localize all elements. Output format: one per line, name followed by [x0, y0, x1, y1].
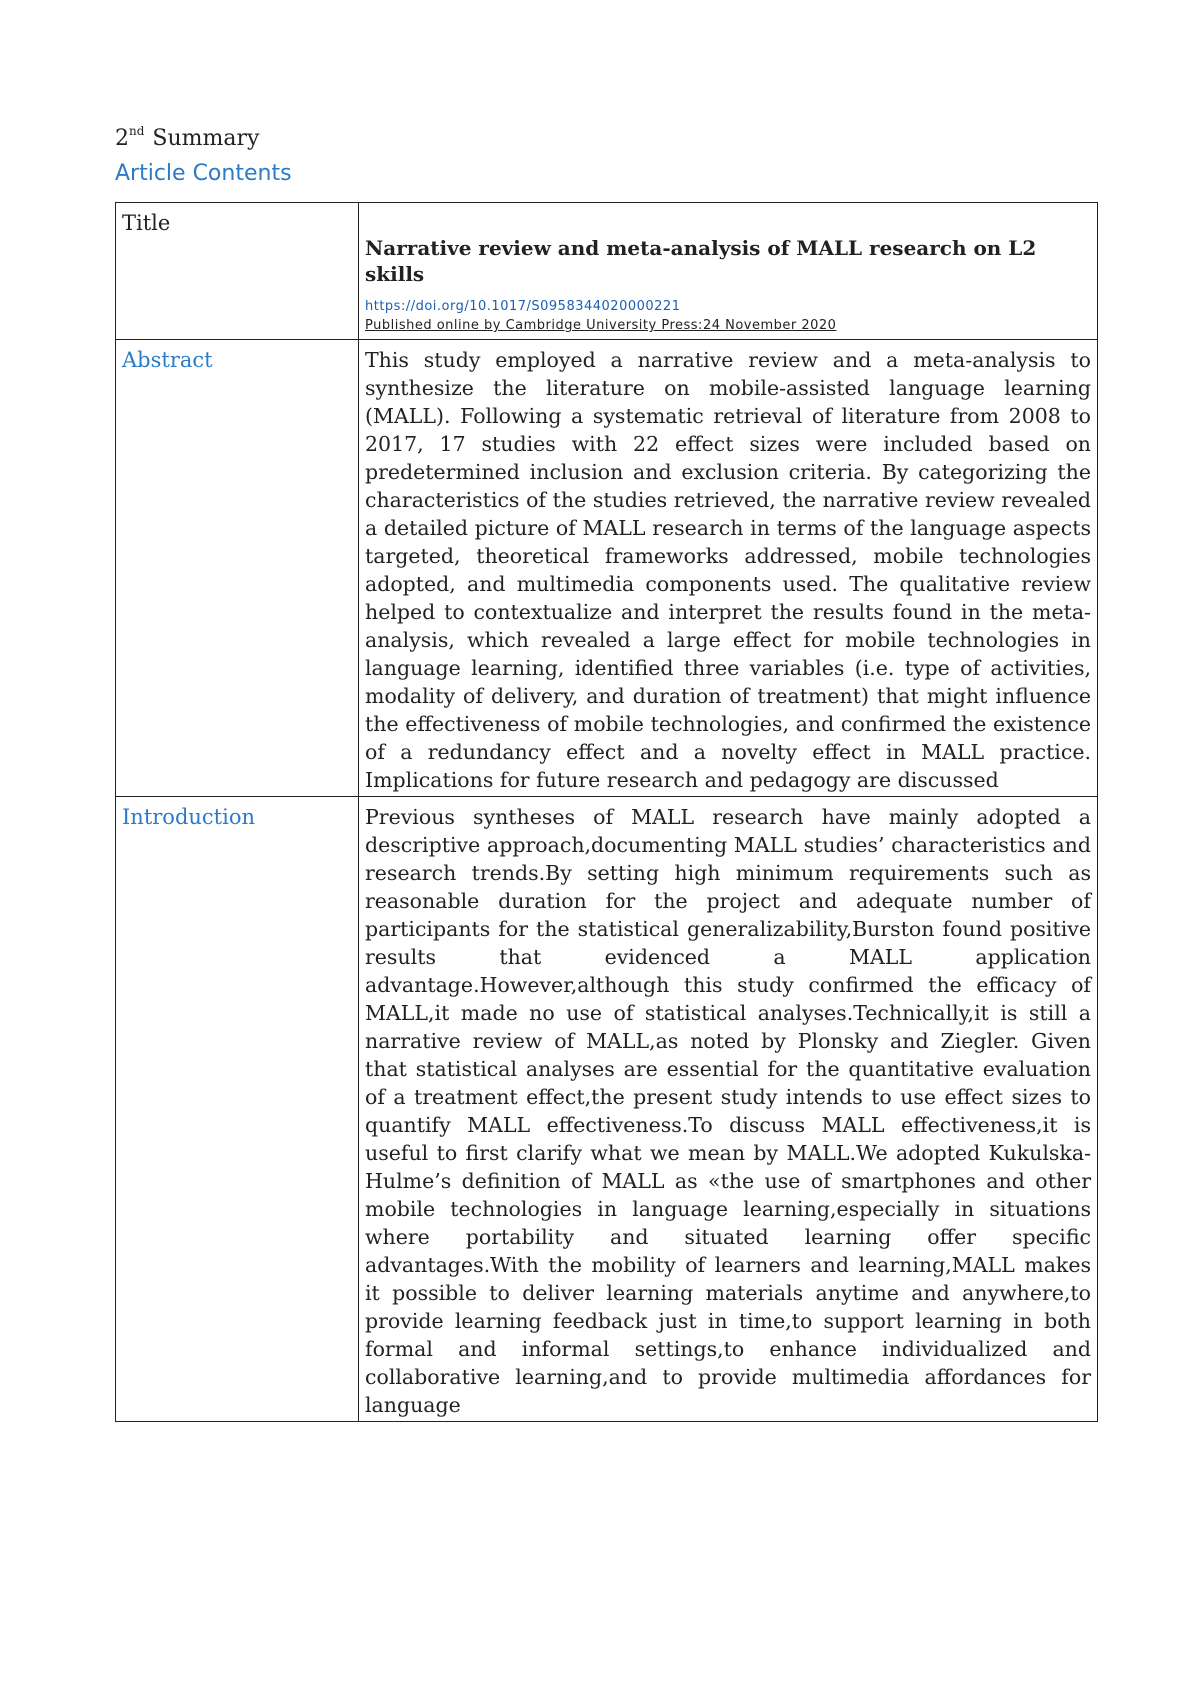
title-label-cell	[116, 203, 359, 340]
doi-link[interactable]: https://doi.org/10.1017/S0958344020000221	[365, 299, 681, 314]
title-label: Title	[122, 211, 171, 235]
abstract-label-cell	[116, 340, 359, 797]
introduction-label-cell	[116, 797, 359, 1422]
introduction-text: Previous syntheses of MALL research have mainly adopted a descriptive approach,documenting MALL studies’ characteristics and research trends.By setting high minimum requirements such as reasonable duration for the project and adequate number of participants for the statistical generalizability,Burston found positive results that evidenced a MALL application advantage.However,although this study confirmed the efficacy of MALL,it made no use of statistical analyses.Technically,it is still a narrative review of MALL,as noted by Plonsky and Ziegler. Given that statistical analyses are essential for the quantitative evaluation of a treatment effect,the present study intends to use effect sizes to quantify MALL effectiveness.To discuss MALL effectiveness,it is useful to first clarify what we mean by MALL.We adopted Kukulska-Hulme’s definition of MALL as «the use of smartphones and other mobile technologies in language learning,especially in situations where portability and situated learning offer specific advantages.With the mobility of learners and learning,MALL makes it possible to deliver learning materials anytime and anywhere,to provide learning feedback just in time,to support learning in both formal and informal settings,to enhance individualized and collaborative learning,and to provide multimedia affordances for language	[365, 805, 1091, 1417]
table-row-abstract	[116, 340, 1098, 797]
table-row-introduction	[116, 797, 1098, 1422]
paper-title: Narrative review and meta-analysis of MALL research on L2 skills	[365, 236, 1037, 286]
heading-number: 2	[115, 126, 129, 151]
abstract-text: This study employed a narrative review and a meta-analysis to synthesize the literature on mobile-assisted language learning (MALL). Following a systematic retrieval of literature from 2008 to 2017, 17 studies with 22 effect sizes were included based on predetermined inclusion and exclusion criteria. By categorizing the characteristics of the studies retrieved, the narrative review revealed a detailed picture of MALL research in terms of the language aspects targeted, theoretical frameworks addressed, mobile technologies adopted, and multimedia components used. The qualitative review helped to contextualize and interpret the results found in the meta-analysis, which revealed a large effect for mobile technologies in language learning, identified three variables (i.e. type of activities, modality of delivery, and duration of treatment) that might influence the effectiveness of mobile technologies, and confirmed the existence of a redundancy effect and a novelty effect in MALL practice. Implications for future research and pedagogy are discussed	[365, 348, 1091, 792]
heading-text: Summary	[152, 126, 260, 151]
section-title: Article Contents	[115, 161, 292, 186]
introduction-content-cell	[359, 797, 1098, 1422]
abstract-label: Abstract	[122, 348, 213, 372]
heading-suffix: nd	[129, 124, 145, 138]
table-row-title	[116, 203, 1098, 340]
article-contents-table	[115, 202, 1098, 1422]
title-content-cell	[359, 203, 1098, 340]
publication-info: Published online by Cambridge University Press:24 November 2020	[365, 318, 837, 333]
page-heading	[115, 124, 259, 151]
introduction-label: Introduction	[122, 805, 255, 829]
abstract-content-cell	[359, 340, 1098, 797]
